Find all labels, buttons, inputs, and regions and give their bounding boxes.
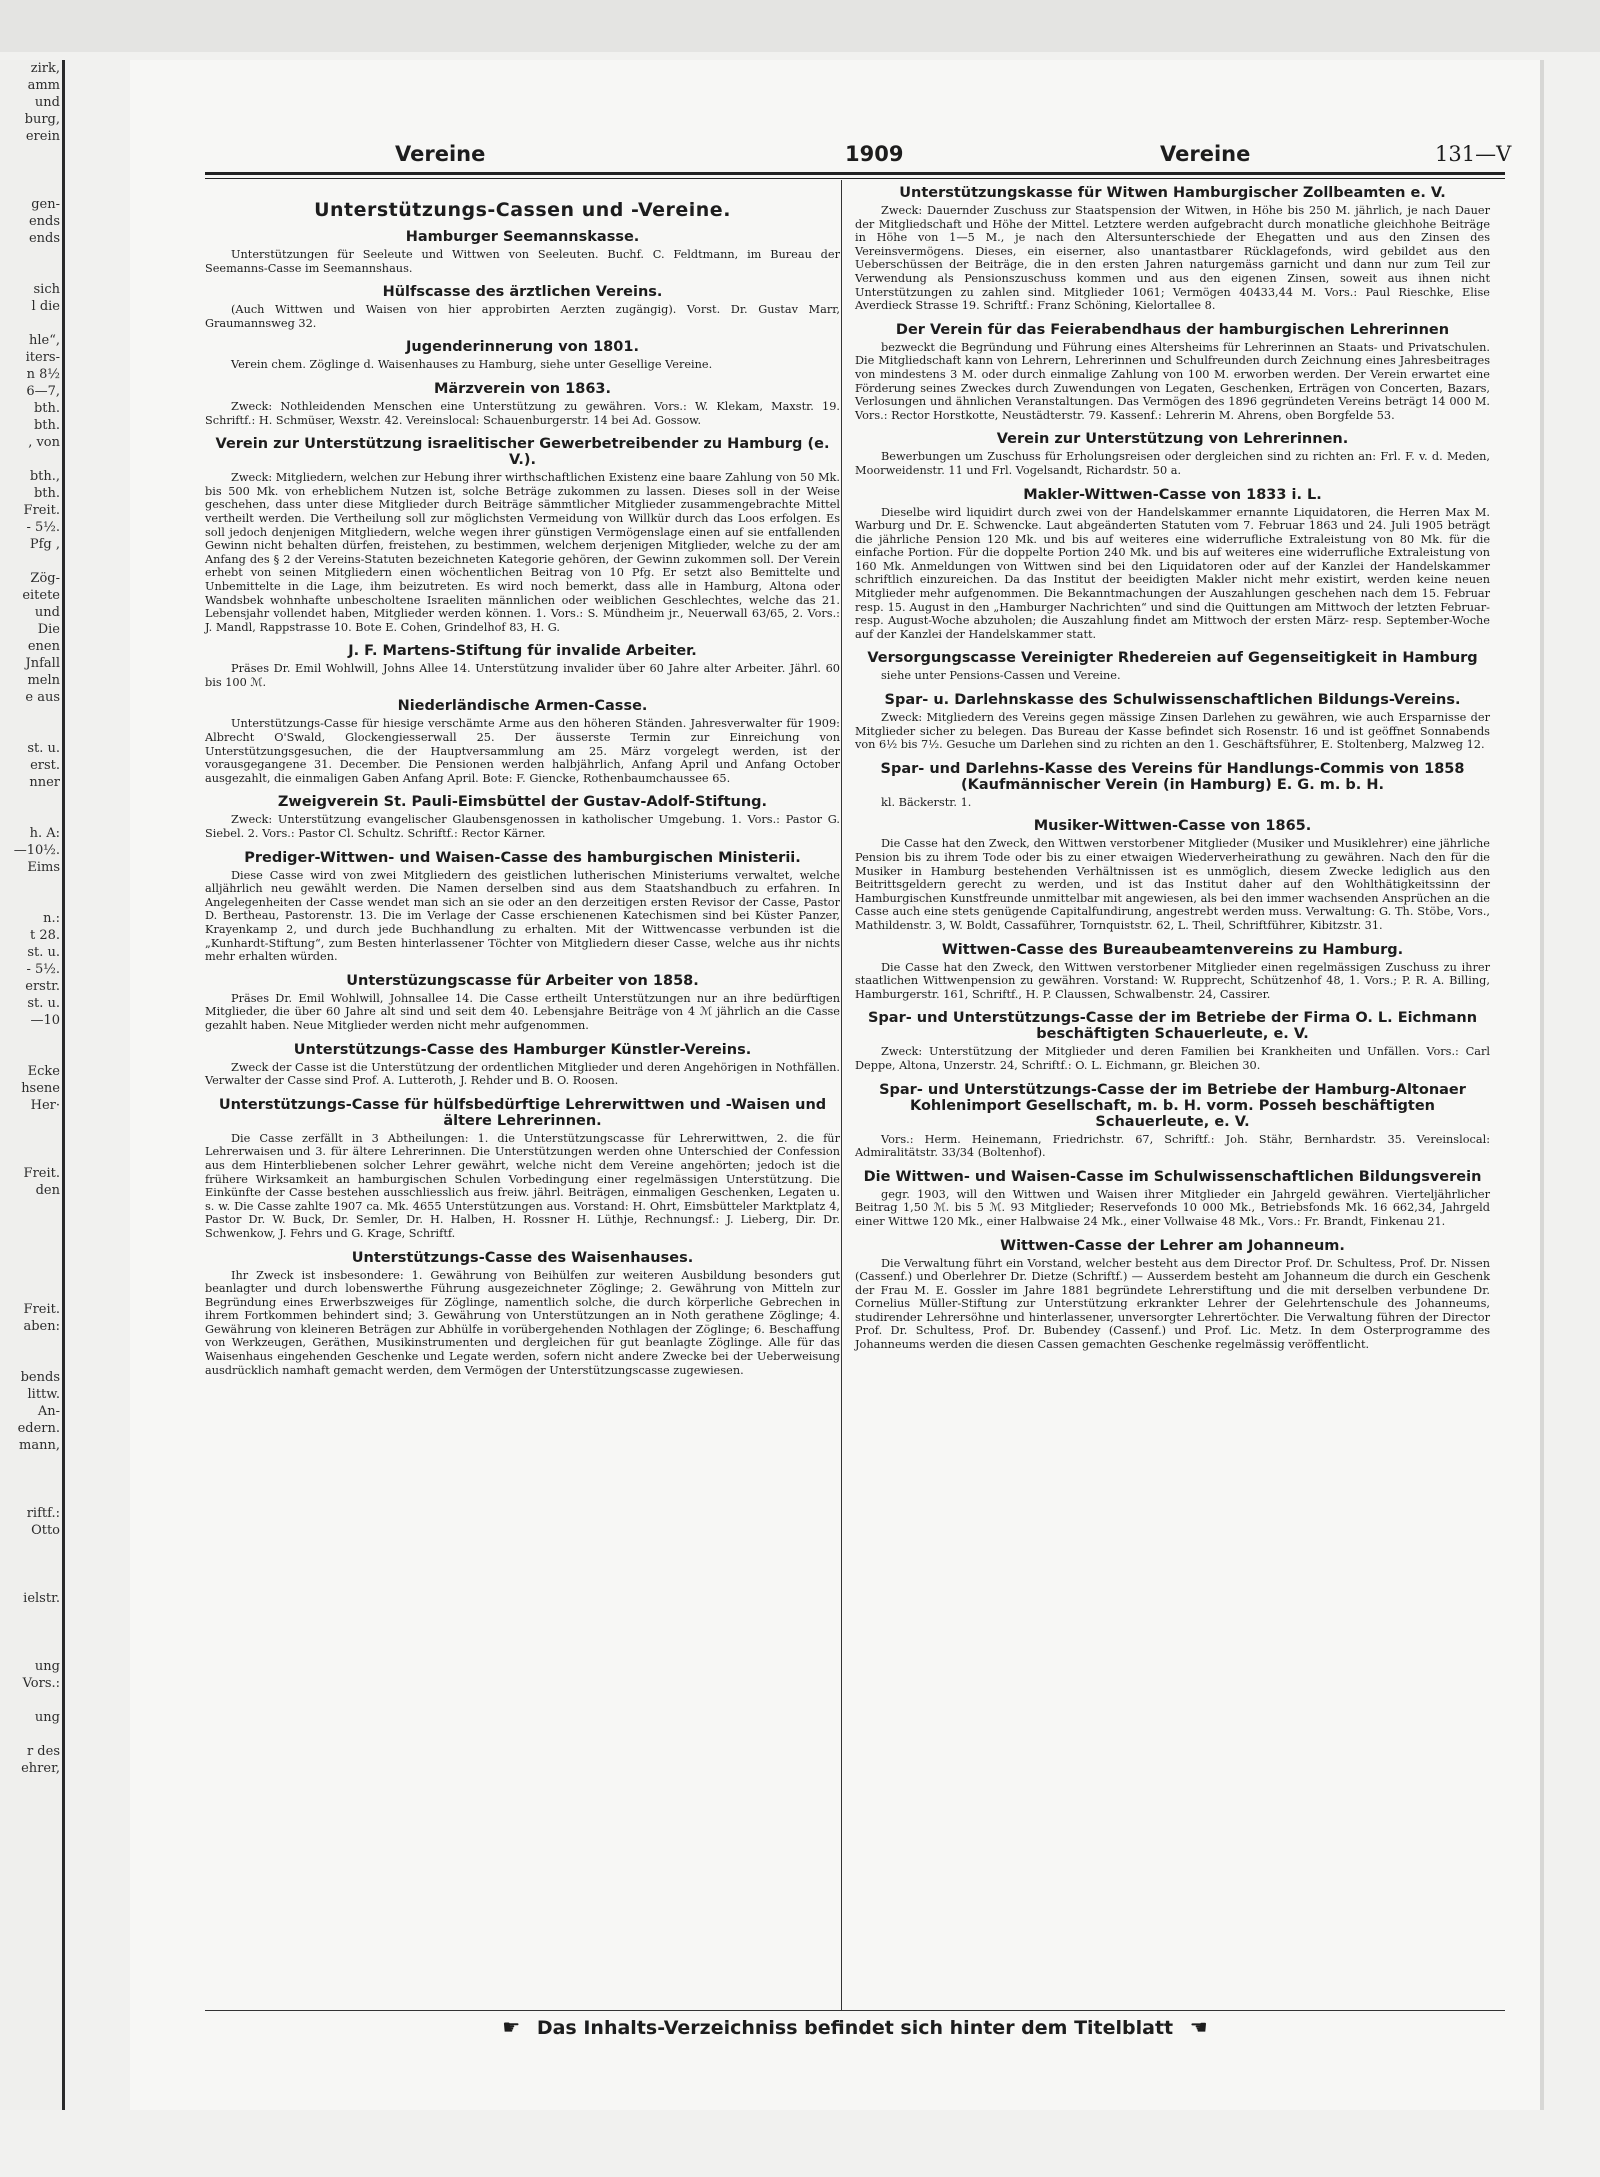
association-entry: [205, 339, 840, 372]
entry-text: Zweck: Nothleidenden Menschen eine Unterstützung zu gewähren. Vors.: W. Klekam, Maxstr. 19. Schriftf.: H. Schmüser, Wexstr. 42. Vereinslocal: Schauenburgerstr. 14 bei Ad. Gossow.: [205, 399, 840, 427]
entry-title: Hülfscasse des ärztlichen Vereins.: [382, 284, 663, 301]
association-entry: [855, 487, 1490, 642]
running-head-year: 1909: [845, 142, 904, 166]
entry-text: Zweck der Casse ist die Unterstützung der ordentlichen Mitglieder und deren Angehörigen in Nothfällen. Verwalter der Casse sind Prof. A. Lutteroth, J. Rehder und B. O. Roosen.: [205, 1060, 840, 1088]
entry-title: Wittwen-Casse der Lehrer am Johanneum.: [1000, 1237, 1345, 1254]
section-title: Unterstützungs-Cassen und -Vereine.: [314, 199, 731, 221]
entry-text: gegr. 1903, will den Wittwen und Waisen ihrer Mitglieder ein Jahrgeld gewähren. Vierteljährlicher Beitrag 1,50 ℳ. bis 5 ℳ. 93 Mitglieder; Reservefonds 10 000 Mk., Betriebsfonds Mk. 16 662,34, Jahrgeld einer Wittwe 120 Mk., einer Halbwaise 24 Mk., einer Vollwaise 48 Mk., Vors.: Fr. Brandt, Finkenau 21.: [855, 1187, 1490, 1228]
entry-text: Ihr Zweck ist insbesondere: 1. Gewährung von Beihülfen zur weiteren Ausbildung besonders gut beanlagter und durch lobenswerthe Führung ausgezeichneter Zöglinge; 2. Gewährung von Mitteln zur Begründung eines Erwerbszweiges für Zöglinge, namentlich solche, die durch körperliche Gebrechen in ihrem Fortkommen behindert sind; 3. Gewährung von Unterstützungen an in Noth gerathene Zöglinge; 4. Gewährung von kleineren Beträgen zur Abhülfe in vorübergehenden Nothlagen der Zöglinge; 6. Beschaffung von Werkzeugen, Geräthen, Musikinstrumenten und dergleichen für gut beanlagte Zöglinge. Alle für das Waisenhaus eingehenden Geschenke und Legate werden, sofern nicht andere Zwecke bei der Ueberweisung ausdrücklich namhaft gemacht werden, dem Vermögen der Unterstützungscasse zugewiesen.: [205, 1268, 840, 1377]
association-entry: [855, 761, 1490, 810]
column-divider: [841, 180, 842, 2010]
association-entry: [855, 692, 1490, 752]
entry-text: Zweck: Unterstützung evangelischer Glaubensgenossen in katholischer Umgebung. 1. Vors.: Pastor G. Siebel. 2. Vors.: Pastor Cl. Schultz. Schriftf.: Rector Kärner.: [205, 813, 840, 841]
association-entry: [855, 818, 1490, 932]
entry-text: Die Casse hat den Zweck, den Wittwen verstorbener Mitglieder (Musiker und Musiklehrer) eine jährliche Pension bis zu ihrem Tode oder bis zu einer etwaigen Wiederverheirathung zu gewähren. Nach den für die Musiker in Hamburg bestehenden Verhältnissen ist es unmöglich, diesem Zwecke lediglich aus den Beitrittsgeldern gerecht zu werden, und ist das Institut daher auf den Wohlthätigkeitssinn der Hamburgischen Kunstfreunde unmittelbar mit angewiesen, als bei den immer wachsenden Ansprüchen an die Casse auch eine stets genügende Capitalfundirung, angestrebt werden muss. Verwaltung: G. Th. Stöbe, Vors., Mathildenstr. 3, W. Boldt, Cassaführer, Tornquiststr. 62, L. Theil, Schriftführer, Kibitzstr. 31.: [855, 837, 1490, 932]
entry-title: Spar- u. Darlehnskasse des Schulwissenschaftlichen Bildungs-Vereins.: [884, 692, 1461, 709]
association-entry: [205, 643, 840, 689]
association-entry: [855, 322, 1490, 423]
pointing-hand-right-icon: ☛: [502, 2015, 521, 2039]
entry-title: Spar- und Unterstützungs-Casse der im Betriebe der Hamburg-Altonaer Kohlenimport Gesellschaft, m. b. H. vorm. Posseh beschäftigten Schauerleute, e. V.: [879, 1081, 1466, 1130]
entry-text: Unterstützungs-Casse für hiesige verschämte Arme aus den höheren Ständen. Jahresverwalter für 1909: Albrecht O'Swald, Glockengiesserwall 25. Der äusserste Termin zur Einreichung von Unterstützungsgesuchen, die der Hauptversammlung am 25. März vorgelegt werden, ist der vorausgegangene 31. December. Die Pensionen werden halbjährlich, Anfang April und Anfang October ausgezahlt, die einmaligen Gaben Anfang April. Bote: F. Giencke, Rothenbaumchaussee 65.: [205, 717, 840, 785]
association-entry: [855, 431, 1490, 477]
entry-title: Musiker-Wittwen-Casse von 1865.: [1033, 818, 1312, 835]
association-entry: [205, 794, 840, 840]
entry-title: Die Wittwen- und Waisen-Casse im Schulwissenschaftlichen Bildungsverein: [863, 1168, 1482, 1185]
entry-text: Zweck: Mitgliedern des Vereins gegen mässige Zinsen Darlehen zu gewähren, wie auch Ersparnisse der Mitglieder sicher zu belegen. Das Bureau der Kasse befindet sich Rosenstr. 16 und ist geöffnet Sonnabends von 6½ bis 7½. Gesuche um Darlehen sind zu richten an den 1. Geschäftsführer, E. Stoltenberg, Malzweg 12.: [855, 711, 1490, 752]
entry-title: Unterstützungs-Casse für hülfsbedürftige Lehrerwittwen und -Waisen und ältere Lehrerinnen.: [218, 1096, 827, 1129]
entry-text: Dieselbe wird liquidirt durch zwei von der Handelskammer ernannte Liquidatoren, die Herren Max M. Warburg und Dr. E. Schwencke. Laut abgeänderten Statuten vom 7. Februar 1863 und 24. Juli 1905 beträgt die jährliche Pension 120 Mk. und bis auf weiteres eine widerrufliche Extraleistung von 80 Mk. für die einfache Portion. Für die doppelte Portion 240 Mk. und bis auf weiteres eine widerrufliche Extraleistung von 160 Mk. Anmeldungen von Wittwen sind bei den Liquidatoren oder auf der Kanzlei der Handelskammer schriftlich einzureichen. Da das Institut der beeidigten Makler nicht mehr existirt, werden keine neuen Mitglieder mehr aufgenommen. Die Bekanntmachungen der Auszahlungen geschehen nach dem 15. Februar resp. 15. August in den „Hamburger Nachrichten“ und sind die Quittungen am Mittwoch der letzten Februar- resp. August-Woche abzuholen; die Auszahlung findet am Mittwoch der ersten März- resp. September-Woche auf der Kanzlei der Handelskammer statt.: [855, 505, 1490, 641]
association-entry: [205, 850, 840, 964]
left-column: [205, 185, 840, 1386]
association-entry: [205, 973, 840, 1033]
entry-text: Die Casse zerfällt in 3 Abtheilungen: 1. die Unterstützungscasse für Lehrerwittwen, 2. die für Lehrerwaisen und 3. für ältere Lehrerinnen. Die Unterstützungen werden ohne Unterschied der Confession aus dem Hinterbliebenen solcher Lehrer gewährt, welche nicht dem Vereine angehörten; jedoch ist die frühere Wirksamkeit an hamburgischen Schulen Vorbedingung einer regelmässigen Unterstützung. Die Einkünfte der Casse bestehen ausschliesslich aus freiw. jährl. Beiträgen, einmaligen Geschenken, Legaten u. s. w. Die Casse zahlte 1907 ca. Mk. 4655 Unterstützungen aus. Vorstand: H. Ohrt, Eimsbütteler Marktplatz 4, Pastor Dr. W. Buck, Dr. Semler, Dr. H. Halben, H. Rossner H. Lüthje, Rechnungsf.: J. Lieberg, Dir. Dr. Schwenkow, J. Fehrs und G. Krage, Schriftf.: [205, 1131, 840, 1240]
association-entry: [205, 1250, 840, 1378]
entry-text: Zweck: Dauernder Zuschuss zur Staatspension der Witwen, in Höhe bis 250 M. jährlich, je nach Dauer der Mitgliedschaft und Höhe der Mittel. Letztere werden aufgebracht durch monatliche gleichhohe Beiträge in Höhe von 1—5 M., je nach den Altersunterschiede der Ehegatten und aus den Zinsen des Vereinsvermögens. Dieses, ein eiserner, also unantastbarer Rücklagefonds, wird gebildet aus den Ueberschüssen der Beiträge, die in den ersten Jahren naturgemäss garnicht und dann nur zum Teil zur Verwendung als Pensionszuschuss kommen und aus den eigenen Zinsen, soweit aus ihnen nicht Unterstützungen zu zahlen sind. Mitglieder 1061; Vermögen 40433,44 M. Vors.: Paul Rieschke, Elise Averdieck Strasse 19. Schriftf.: Franz Schöning, Kielortallee 8.: [855, 204, 1490, 313]
entry-title: Unterstützungskasse für Witwen Hamburgischer Zollbeamten e. V.: [899, 185, 1446, 201]
entry-text: Verein chem. Zöglinge d. Waisenhauses zu Hamburg, siehe unter Gesellige Vereine.: [231, 358, 713, 372]
entry-text: Zweck: Unterstützung der Mitglieder und deren Familien bei Krankheiten und Unfällen. Vors.: Carl Deppe, Altona, Unzerstr. 24, Schriftf.: O. L. Eichmann, gr. Bleichen 30.: [855, 1045, 1490, 1072]
entry-text: Diese Casse wird von zwei Mitgliedern des geistlichen lutherischen Ministeriums verwaltet, welche alljährlich neu gewählt werden. Die Namen derselben sind aus dem Staatshandbuch zu erfahren. In Angelegenheiten der Casse wendet man sich an sie oder an den derzeitigen ersten Revisor der Casse, Pastor D. Bertheau, Pastorenstr. 13. Die im Verlage der Casse erschienenen Katechismen sind bei Küster Panzer, Krayenkamp 2, und durch jede Buchhandlung zu erhalten. Mit der Wittwencasse verbunden ist die „Kunhardt-Stiftung“, zum Besten hinterlassener Töchter von Mitgliedern dieser Casse, welche aus ihr nichts mehr erhalten würden.: [205, 868, 840, 964]
entry-title: Unterstützungs-Casse des Waisenhauses.: [351, 1249, 694, 1266]
document-page: [130, 60, 1544, 2110]
entry-title: Hamburger Seemannskasse.: [405, 229, 640, 245]
association-entry: [205, 229, 840, 275]
association-entry: [855, 1082, 1490, 1160]
header-rule-thin: [205, 178, 1505, 179]
entry-title: Spar- und Unterstützungs-Casse der im Betriebe der Firma O. L. Eichmann beschäftigten Schauerleute, e. V.: [867, 1010, 1478, 1043]
association-entry: [205, 284, 840, 330]
association-entry: [205, 1042, 840, 1088]
entry-title: J. F. Martens-Stiftung für invalide Arbeiter.: [348, 643, 697, 660]
entry-text: Die Verwaltung führt ein Vorstand, welcher besteht aus dem Director Prof. Dr. Schultess, Prof. Dr. Nissen (Cassenf.) und Oberlehrer Dr. Dietze (Schriftf.) — Ausserdem besteht am Johanneum die durch ein Geschenk der Frau M. E. Gossler im Jahre 1881 begründete Lehrerstiftung und die mit derselben verbundene Dr. Cornelius Müller-Stiftung zur Unterstützung erkrankter Lehrer der Gelehrtenschule des Johanneums, studirender Lehrersöhne und hinterlassener, unversorgter Lehrertöchter. Die Verwaltung führen der Director Prof. Dr. Schultess, Prof. Dr. Bubendey (Cassenf.) und Prof. Lic. Metz. In dem Osterprogramme des Johanneums werden die diesen Cassen gemachten Geschenke regelmässig veröffentlicht.: [855, 1256, 1490, 1352]
running-head-right: Vereine: [1160, 142, 1251, 166]
entry-text: Bewerbungen um Zuschuss für Erholungsreisen oder dergleichen sind zu richten an: Frl. F. v. d. Meden, Moorweidenstr. 11 und Frl. Vogelsandt, Richardstr. 50 a.: [855, 450, 1490, 477]
entry-text: siehe unter Pensions-Cassen und Vereine.: [881, 669, 1121, 683]
right-entry-list: [855, 185, 1490, 1352]
association-entry: [855, 650, 1490, 683]
entry-title: Wittwen-Casse des Bureaubeamtenvereins zu Hamburg.: [941, 941, 1404, 958]
entry-title: Märzverein von 1863.: [433, 380, 612, 397]
adjacent-page-fragments: zirk, amm und burg, erein gen- ends ends sich l die hle“, iters- n 8½ 6—7, bth. bth. , von bth., bth. Freit. - 5½. Pfg , Zög- eitete und Die enen Jnfall meln e aus st. u. erst. nner h. A: —10½. Eims n.: t 28. st. u. - 5½. erstr. st. u. —10 Ecke hsene Her· Freit. den Freit. aben: bends littw. An- edern. mann, riftf.: Otto ielstr. ung Vors.: ung r des ehrer,: [13, 61, 60, 1776]
entry-text: Präses Dr. Emil Wohlwill, Johns Allee 14. Unterstützung invalider über 60 Jahre alter Arbeiter. Jährl. 60 bis 100 ℳ.: [205, 662, 840, 689]
pointing-hand-left-icon: ☚: [1189, 2015, 1208, 2039]
association-entry: [205, 436, 840, 634]
footer-rule: [205, 2010, 1505, 2011]
association-entry: [855, 1169, 1490, 1229]
association-entry: [855, 942, 1490, 1002]
entry-title: Spar- und Darlehns-Kasse des Vereins für Handlungs-Commis von 1858 (Kaufmännischer Verein (in Hamburg) E. G. m. b. H.: [880, 760, 1465, 793]
running-head-left: Vereine: [395, 142, 486, 166]
adjacent-page-margin: [0, 60, 65, 2110]
entry-text: Präses Dr. Emil Wohlwill, Johnsallee 14. Die Casse ertheilt Unterstützungen nur an ihre bedürftigen Mitglieder, die über 60 Jahre alt sind und seit dem 40. Lebensjahre Beiträge von 4 ℳ jährlich an die Casse gezahlt haben. Neue Mitglieder werden nicht mehr aufgenommen.: [205, 991, 840, 1032]
association-entry: [205, 1097, 840, 1241]
footer-note: [205, 2015, 1505, 2039]
left-entry-list: [205, 229, 840, 1377]
entry-title: Zweigverein St. Pauli-Eimsbüttel der Gustav-Adolf-Stiftung.: [277, 794, 768, 811]
association-entry: [855, 185, 1490, 313]
page-number: 131—V: [1435, 142, 1512, 166]
association-entry: [205, 698, 840, 785]
right-column: [855, 185, 1490, 1361]
entry-text: Zweck: Mitgliedern, welchen zur Hebung ihrer wirthschaftlichen Existenz eine baare Zahlung von 50 Mk. bis 500 Mk. von erheblichem Nutzen ist, solche Beträge zukommen zu lassen. Dieses soll in der Weise geschehen, dass unter diese Mitglieder durch Beiträge sämmtlicher Mitglieder zusammengebrachte Mittel vertheilt werden. Die Vertheilung soll zur möglichsten Vermeidung von Willkür durch das Loos erfolgen. Es soll jedoch denjenigen Mitgliedern, welche wegen ihrer günstigen Vermögenslage einen auf sie entfallenden Gewinn nicht behalten dürfen, freistehen, zu bestimmen, welchem derjenigen Mitglieder, welche zu der am Anfang des § 2 der Vereins-Statuten bezeichneten Kategorie gehören, der Gewinn zukommen soll. Der Verein erhebt von seinen Mitgliedern einen wöchentlichen Beitrag von 10 Pfg. Er setzt also Bemittelte und Unbemittelte in die Lage, ihm beizutreten. Es wird noch bemerkt, dass alle in Hamburg, Altona oder Wandsbek wohnhafte unbescholtene Israeliten männlichen oder weiblichen Geschlechtes, welche das 21. Lebensjahr vollendet haben, Mitglieder werden können. 1. Vors.: S. Mündheim jr., Neuerwall 63/65, 2. Vors.: J. Mandl, Rappstrasse 10. Bote E. Cohen, Grindelhof 83, H. G.: [205, 471, 840, 634]
entry-title: Niederländische Armen-Casse.: [397, 698, 648, 715]
running-head: [205, 142, 1535, 172]
association-entry: [855, 1238, 1490, 1352]
entry-title: Der Verein für das Feierabendhaus der hamburgischen Lehrerinnen: [895, 321, 1450, 338]
entry-text: Unterstützungen für Seeleute und Wittwen von Seeleuten. Buchf. C. Feldtmann, im Bureau der Seemanns-Casse im Seemannshaus.: [205, 248, 840, 275]
entry-text: (Auch Wittwen und Waisen von hier approbirten Aerzten zugängig). Vorst. Dr. Gustav Marr, Graumannsweg 32.: [205, 303, 840, 330]
entry-title: Prediger-Wittwen- und Waisen-Casse des hamburgischen Ministerii.: [244, 849, 801, 866]
entry-title: Verein zur Unterstützung israelitischer Gewerbetreibender zu Hamburg (e. V.).: [215, 436, 830, 469]
scan-top-edge: [0, 0, 1600, 52]
association-entry: [205, 381, 840, 427]
entry-title: Makler-Wittwen-Casse von 1833 i. L.: [1023, 486, 1322, 503]
header-rule: [205, 172, 1505, 175]
entry-text: kl. Bäckerstr. 1.: [881, 795, 972, 809]
association-entry: [855, 1010, 1490, 1072]
entry-title: Unterstützungs-Casse des Hamburger Künstler-Vereins.: [293, 1041, 752, 1058]
entry-text: bezweckt die Begründung und Führung eines Altersheims für Lehrerinnen an Staats- und Privatschulen. Die Mitgliedschaft kann von Lehrern, Lehrerinnen und Schulfreunden durch Zeichnung eines Jahresbeitrages von mindestens 3 M. oder durch einmalige Zahlung von 100 M. erworben werden. Der Verein erwartet eine Förderung seines Zweckes durch Zuwendungen von Legaten, Geschenken, Erträgen von Concerten, Bazars, Verlosungen und ähnlichen Veranstaltungen. Das Vermögen des 1896 gegründeten Vereins beträgt 14 000 M. Vors.: Rector Horstkotte, Neustädterstr. 79. Kassenf.: Lehrerin M. Ahrens, oben Borgfelde 53.: [855, 340, 1490, 422]
entry-text: Vors.: Herm. Heinemann, Friedrichstr. 67, Schriftf.: Joh. Stähr, Bernhardstr. 35. Vereinslocal: Admiralitätstr. 33/34 (Boltenhof).: [855, 1132, 1490, 1160]
entry-title: Verein zur Unterstützung von Lehrerinnen.: [996, 431, 1349, 448]
footer-text: Das Inhalts-Verzeichniss befindet sich hinter dem Titelblatt: [536, 2017, 1174, 2039]
entry-title: Versorgungscasse Vereinigter Rhedereien auf Gegenseitigkeit in Hamburg: [867, 650, 1478, 667]
entry-text: Die Casse hat den Zweck, den Wittwen verstorbener Mitglieder einen regelmässigen Zuschuss zu ihrer staatlichen Wittwenpension zu gewähren. Vorstand: W. Rupprecht, Schützenhof 48, 1. Vors.; P. R. A. Billing, Hamburgerstr. 161, Schriftf., H. P. Claussen, Schwalbenstr. 24, Cassirer.: [855, 960, 1490, 1001]
entry-title: Unterstüzungscasse für Arbeiter von 1858.: [346, 972, 699, 989]
entry-title: Jugenderinnerung von 1801.: [406, 339, 639, 356]
